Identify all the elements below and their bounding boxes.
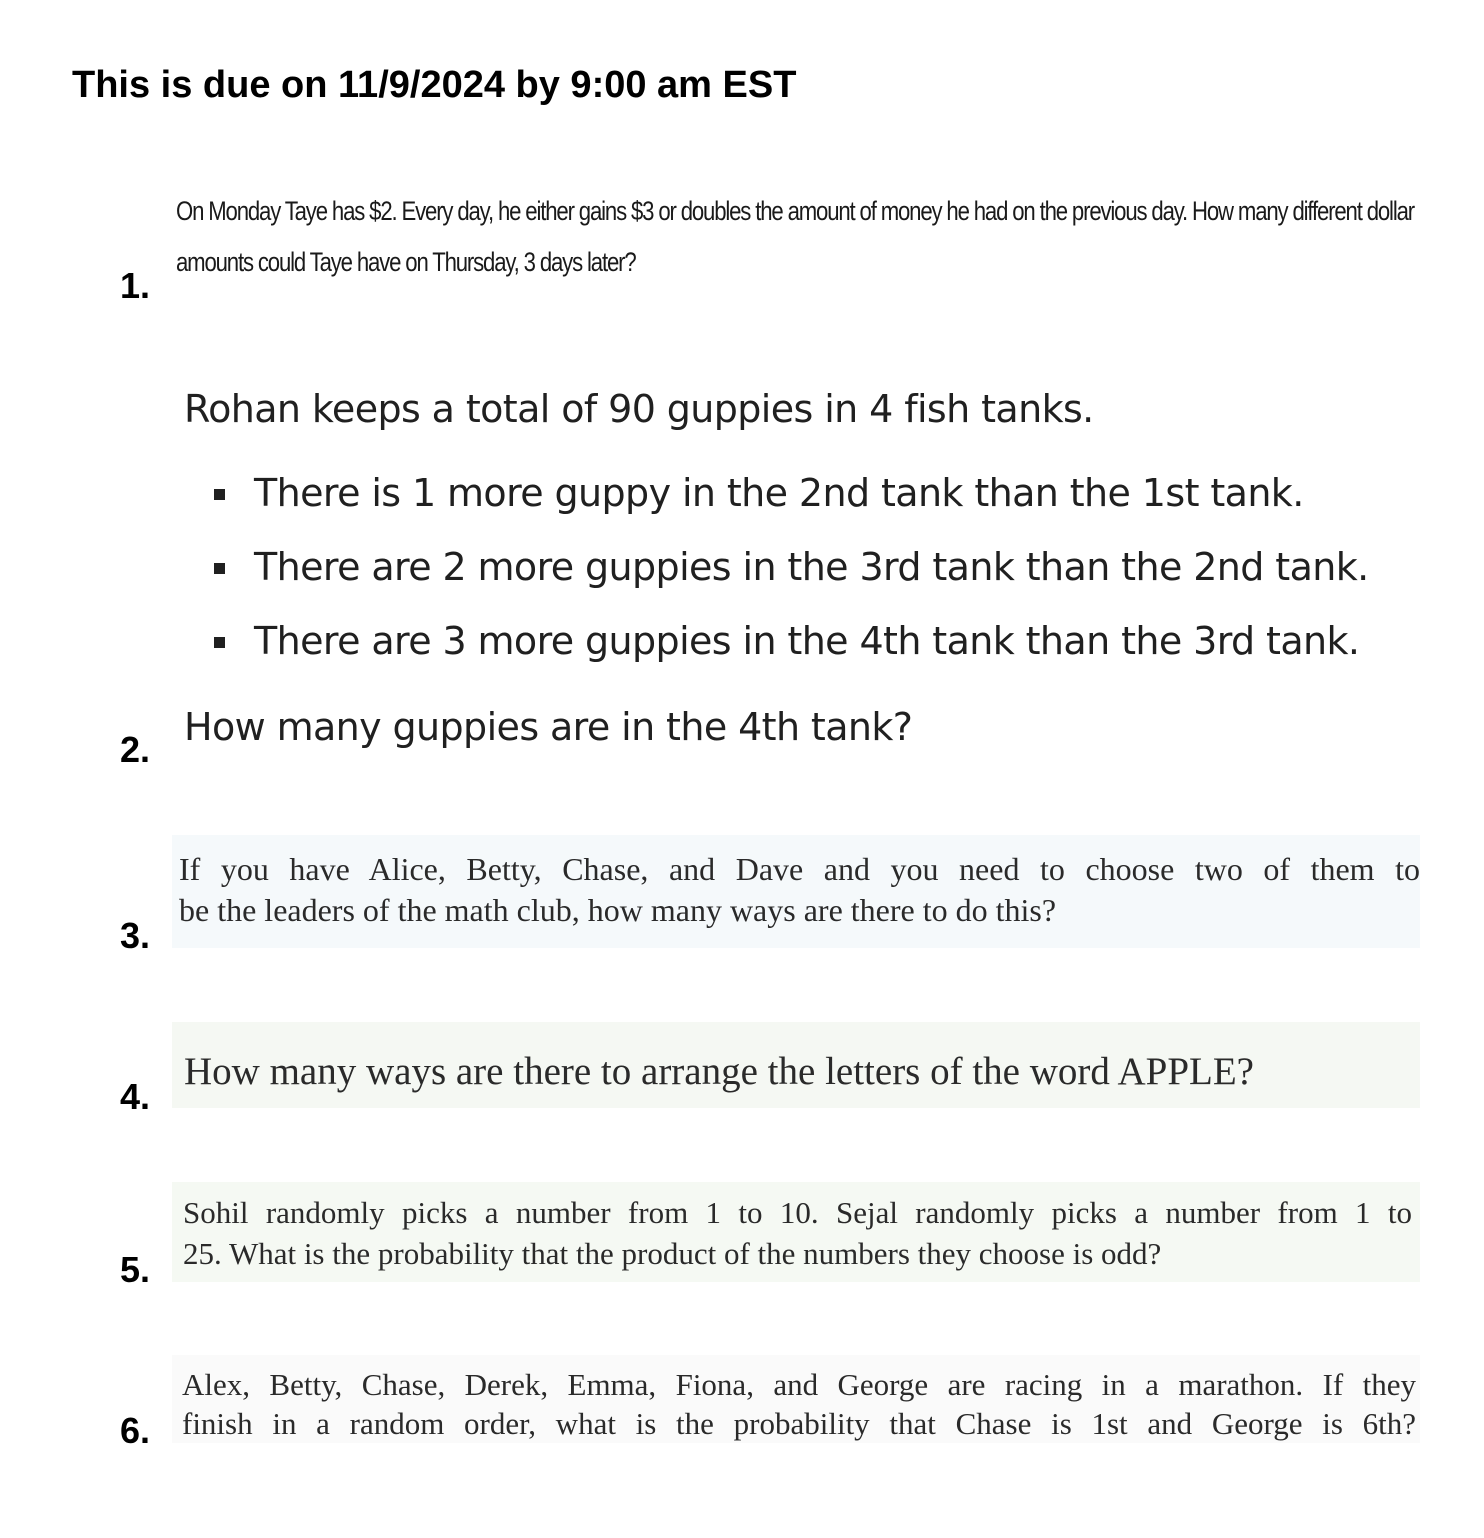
bullet-text: There are 3 more guppies in the 4th tank than the 3rd tank. <box>254 619 1360 663</box>
due-date-heading: This is due on 11/9/2024 by 9:00 am EST <box>72 64 797 106</box>
square-bullet-icon <box>214 563 225 574</box>
question-5-line-1: Sohil randomly picks a number from 1 to 10. Sejal randomly picks a number from 1 to <box>183 1195 1412 1230</box>
question-number-6: 6. <box>120 1410 151 1451</box>
square-bullet-icon <box>214 489 225 500</box>
list-item <box>184 604 1424 678</box>
bullet-text: There are 2 more guppies in the 3rd tank than the 2nd tank. <box>254 545 1369 589</box>
question-2-bullet-list <box>184 456 1424 678</box>
question-2-ask: How many guppies are in the 4th tank? <box>184 705 913 749</box>
question-number-3: 3. <box>120 915 151 956</box>
question-number-5: 5. <box>120 1249 151 1290</box>
question-1-line-1: On Monday Taye has $2. Every day, he either gains $3 or doubles the amount of money he had on the previous day. How many different dollar <box>176 196 1414 226</box>
list-item <box>184 456 1424 530</box>
question-6-line-1: Alex, Betty, Chase, Derek, Emma, Fiona, and George are racing in a marathon. If they <box>182 1367 1416 1402</box>
question-3-box <box>172 835 1420 948</box>
question-5-box <box>172 1182 1420 1282</box>
question-1-text <box>176 186 1426 288</box>
question-1-line-2: amounts could Taye have on Thursday, 3 days later? <box>176 247 636 277</box>
list-item <box>184 530 1424 604</box>
question-number-1: 1. <box>120 265 151 306</box>
question-4-box <box>172 1022 1420 1108</box>
bullet-text: There is 1 more guppy in the 2nd tank than the 1st tank. <box>254 471 1304 515</box>
question-5-line-2: 25. What is the probability that the product of the numbers they choose is odd? <box>183 1236 1162 1271</box>
question-2-intro: Rohan keeps a total of 90 guppies in 4 fish tanks. <box>184 387 1094 431</box>
question-2-text <box>184 382 1424 749</box>
question-number-4: 4. <box>120 1076 151 1117</box>
question-6-line-2: finish in a random order, what is the probability that Chase is 1st and George is 6th? <box>182 1406 1416 1441</box>
question-4-line-1: How many ways are there to arrange the letters of the word APPLE? <box>184 1050 1254 1093</box>
question-6-box <box>172 1355 1420 1443</box>
question-3-line-2: be the leaders of the math club, how many ways are there to do this? <box>179 892 1057 928</box>
question-3-line-1: If you have Alice, Betty, Chase, and Dave and you need to choose two of them to <box>179 851 1420 887</box>
square-bullet-icon <box>214 637 225 648</box>
question-number-2: 2. <box>120 729 151 770</box>
